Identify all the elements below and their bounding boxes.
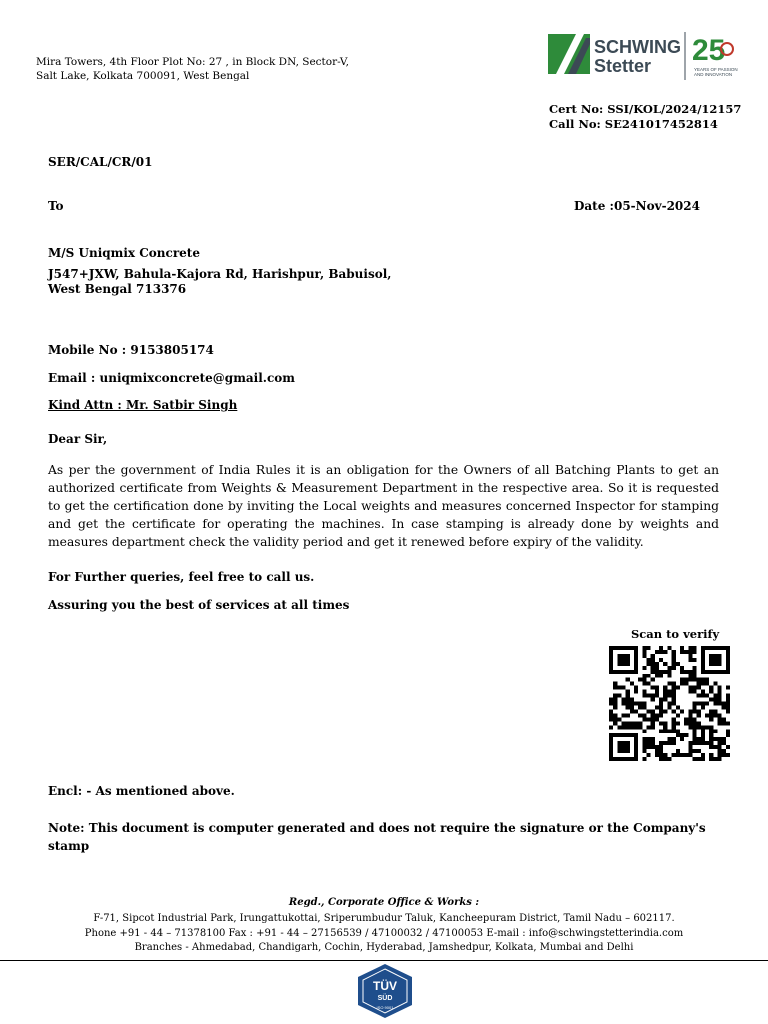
tuv-text: TÜV xyxy=(373,979,397,993)
logo-word-schwing: SCHWING xyxy=(594,37,681,57)
sud-text: SÜD xyxy=(377,995,393,1002)
recipient-name: M/S Uniqmix Concrete xyxy=(48,246,200,260)
call-number: Call No: SE241017452814 xyxy=(549,117,718,131)
schwing-stetter-logo xyxy=(546,30,742,82)
computer-generated-note: Note: This document is computer generated and does not require the signature or the Company's stamp xyxy=(48,821,706,853)
scan-to-verify-label: Scan to verify xyxy=(631,627,720,641)
anniversary-caption-2: AND INNOVATION xyxy=(694,72,733,77)
further-queries: For Further queries, feel free to call us. xyxy=(48,570,315,584)
cert-block xyxy=(549,102,741,132)
email-address: Email : uniqmixconcrete@gmail.com xyxy=(48,371,295,385)
tuv-sud-certification-logo xyxy=(355,963,415,1019)
recipient-address-line1: J547+JXW, Bahula-Kajora Rd, Harishpur, Babuisol, xyxy=(48,267,392,281)
salutation: Dear Sir, xyxy=(48,432,108,446)
reference-number: SER/CAL/CR/01 xyxy=(48,155,153,169)
anniversary-number: 25 xyxy=(692,34,726,67)
recipient-address xyxy=(48,267,391,297)
body-paragraph: As per the government of India Rules it is an obligation for the Owners of all Batching Plants to get an authorized certificate from Weights & Measurement Department in the respective area. So it is requested to get the certification done by inviting the Local weights and measures concerned Inspector for stamping and get the certificate for operating the machines. In case stamping is already done by weights and measures department check the validity period and get it renewed before expiry of the validity. xyxy=(48,463,719,549)
enclosure-note: Encl: - As mentioned above. xyxy=(48,784,235,798)
iso-text: ISO 9001 xyxy=(376,1005,394,1010)
footer-office-heading: Regd., Corporate Office & Works : xyxy=(288,897,480,908)
footer-address: F-71, Sipcot Industrial Park, Irungattukottai, Sriperumbudur Taluk, Kancheepuram District, Tamil Nadu – 602117. xyxy=(93,913,675,924)
footer-branches: Branches - Ahmedabad, Chandigarh, Cochin, Hyderabad, Jamshedpur, Kolkata, Mumbai and Delhi xyxy=(134,942,634,953)
anniversary-caption-1: YEARS OF PASSION xyxy=(694,67,738,72)
letter-date: Date :05-Nov-2024 xyxy=(574,199,700,213)
assuring-text: Assuring you the best of services at all times xyxy=(48,598,350,612)
footer-contact: Phone +91 - 44 – 71378100 Fax : +91 - 44 – 27156539 / 47100032 / 47100053 E-mail : info@schwingstetterindia.com xyxy=(84,928,684,939)
company-address-line2: Salt Lake, Kolkata 700091, West Bengal xyxy=(36,70,250,82)
footer-divider xyxy=(0,960,768,961)
cert-number: Cert No: SSI/KOL/2024/12157 xyxy=(549,102,742,116)
logo-word-stetter: Stetter xyxy=(594,56,652,76)
to-label: To xyxy=(48,199,64,213)
qr-code[interactable] xyxy=(609,646,730,761)
kind-attention: Kind Attn : Mr. Satbir Singh xyxy=(48,398,238,412)
recipient-address-line2: West Bengal 713376 xyxy=(48,282,187,296)
company-address-line1: Mira Towers, 4th Floor Plot No: 27 , in Block DN, Sector-V, xyxy=(36,56,349,68)
mobile-number: Mobile No : 9153805174 xyxy=(48,343,214,357)
company-address xyxy=(36,55,349,83)
